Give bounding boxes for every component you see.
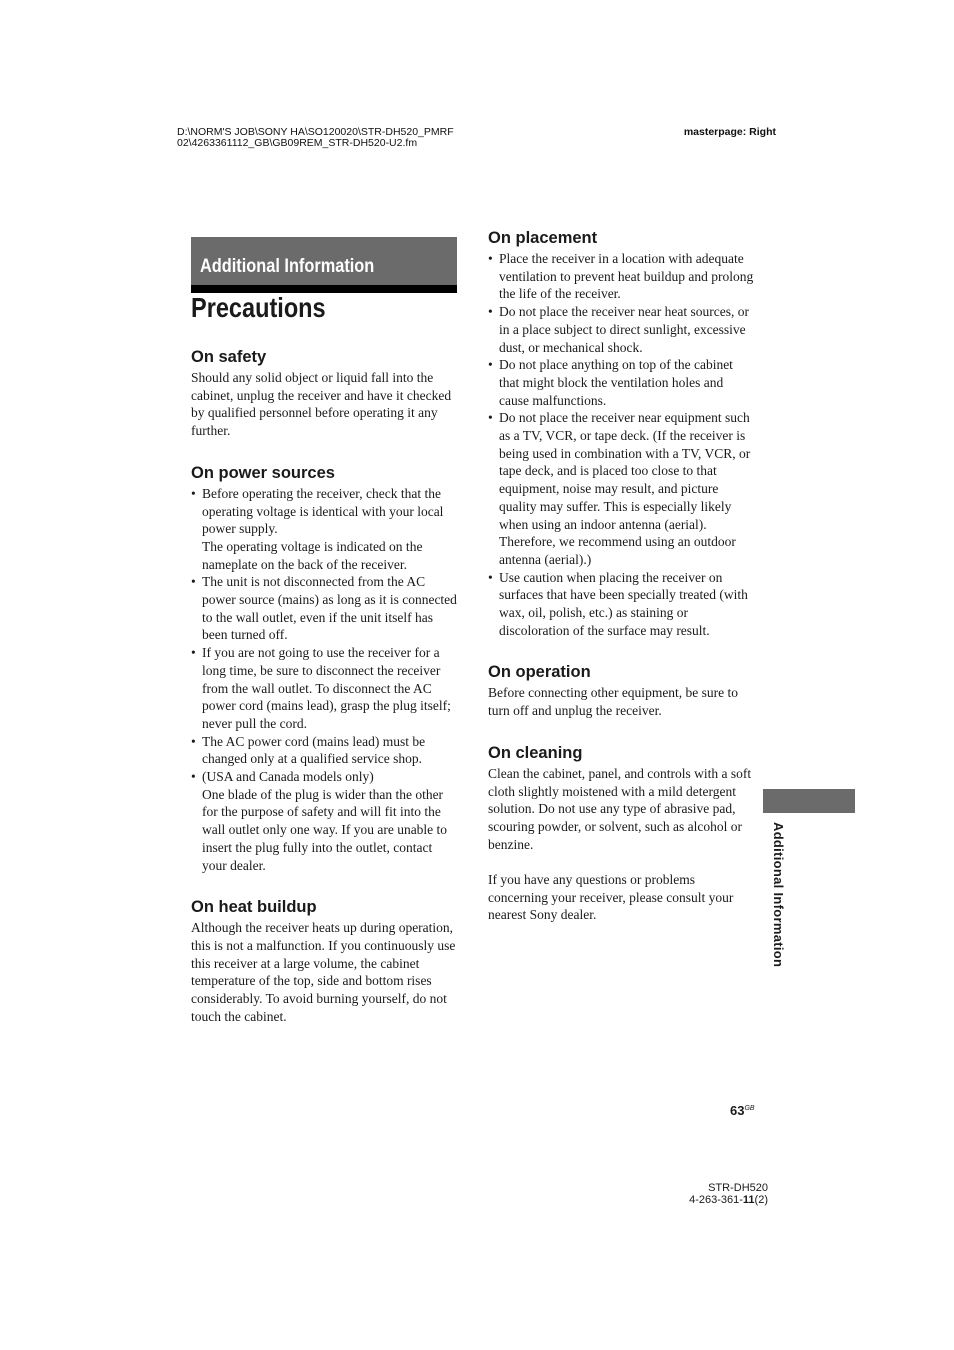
left-column bbox=[191, 346, 457, 1048]
footer-code-bold: 11 bbox=[742, 1194, 755, 1206]
section-heading: On cleaning bbox=[488, 743, 583, 762]
section-safety bbox=[191, 346, 457, 440]
page-title: Precautions bbox=[191, 292, 326, 323]
section-text: Clean the cabinet, panel, and controls with a soft cloth slightly moistened with a mild detergent solution. Do not use any type of abrasive pad, scouring powder, or solvent, such as alcohol or benzine. bbox=[488, 765, 752, 852]
list-item: • If you are not going to use the receiver for a long time, be sure to disconnect the receiver from the wall outlet. To disconnect the AC power cord (mains lead), grasp the plug itself; never pull the cord. bbox=[191, 644, 457, 733]
list-item-text: (USA and Canada models only) bbox=[202, 769, 374, 785]
footer-code-suffix: (2) bbox=[754, 1194, 768, 1206]
footer-model-info bbox=[689, 1182, 768, 1206]
section-text: Before connecting other equipment, be sure to turn off and unplug the receiver. bbox=[488, 685, 739, 719]
section-heat-buildup bbox=[191, 896, 457, 1025]
section-heading: On placement bbox=[488, 229, 598, 247]
section-text: Should any solid object or liquid fall into the cabinet, unplug the receiver and have it checked by qualified personnel before operating it any further. bbox=[191, 370, 452, 439]
bullet-list bbox=[488, 250, 754, 639]
bullet-list bbox=[191, 485, 457, 874]
list-item bbox=[191, 485, 457, 574]
section-heading: On power sources bbox=[191, 463, 335, 482]
list-item-text-continued: The operating voltage is indicated on the nameplate on the back of the receiver. bbox=[202, 538, 423, 572]
page-number bbox=[730, 1103, 755, 1118]
list-item: • The AC power cord (mains lead) must be changed only at a qualified service shop. bbox=[191, 733, 457, 768]
page-number-value: 63 bbox=[730, 1103, 745, 1118]
footer-model: STR-DH520 bbox=[708, 1182, 768, 1194]
list-item: • Use caution when placing the receiver on surfaces that have been specially treated (with wax, oil, polish, etc.) as staining or discoloration of the surface may result. bbox=[488, 569, 754, 640]
section-placement bbox=[488, 227, 754, 639]
section-banner-label: Additional Information bbox=[200, 256, 375, 277]
footer-code bbox=[689, 1194, 768, 1206]
section-cleaning bbox=[488, 742, 754, 924]
section-power-sources bbox=[191, 462, 457, 874]
list-item bbox=[191, 768, 457, 874]
section-banner bbox=[191, 237, 457, 293]
file-path-header bbox=[177, 127, 454, 149]
page-number-suffix: GB bbox=[744, 1105, 755, 1112]
section-text: Although the receiver heats up during operation, this is not a malfunction. If you continuously use this receiver at a large volume, the cabinet temperature of the top, side and bottom rises considerably. To avoid burning yourself, do not touch the cabinet. bbox=[191, 920, 456, 1024]
masterpage-label: masterpage: Right bbox=[683, 126, 776, 138]
file-path-line-1: D:\NORM'S JOB\SONY HA\SO120020\STR-DH520_PMRF bbox=[177, 126, 454, 138]
list-item: • Place the receiver in a location with adequate ventilation to prevent heat buildup and prolong the life of the receiver. bbox=[488, 250, 754, 303]
side-tab-label: Additional Information bbox=[771, 822, 786, 968]
section-operation bbox=[488, 661, 754, 719]
section-heading: On safety bbox=[191, 348, 267, 366]
file-path-line-2: 02\4263361112_GB\GB09REM_STR-DH520-U2.fm bbox=[177, 137, 418, 149]
section-heading: On operation bbox=[488, 663, 591, 682]
list-item: • Do not place the receiver near heat sources, or in a place subject to direct sunlight, excessive dust, or mechanical shock. bbox=[488, 303, 754, 356]
right-column bbox=[488, 227, 754, 946]
list-item: • The unit is not disconnected from the AC power source (mains) as long as it is connected to the wall outlet, even if the unit itself has been turned off. bbox=[191, 573, 457, 644]
dealer-note: If you have any questions or problems concerning your receiver, please consult your nearest Sony dealer. bbox=[488, 872, 734, 923]
list-item-text-continued: One blade of the plug is wider than the other for the purpose of safety and will fit into the wall outlet only one way. If you are unable to insert the plug fully into the outlet, contact your dealer. bbox=[202, 786, 448, 873]
list-item: • Do not place the receiver near equipment such as a TV, VCR, or tape deck. (If the receiver is being used in combination with a TV, VCR, or tape deck, and is placed too close to that equipment, noise may result, and picture quality may suffer. This is especially likely when using an indoor antenna (aerial). Therefore, we recommend using an outdoor antenna (aerial).) bbox=[488, 409, 754, 568]
footer-code-prefix: 4-263-361- bbox=[689, 1194, 743, 1206]
list-item: • Do not place anything on top of the cabinet that might block the ventilation holes and cause malfunctions. bbox=[488, 356, 754, 409]
side-tab-marker bbox=[763, 789, 855, 813]
list-item-text: Before operating the receiver, check that the operating voltage is identical with your local power supply. bbox=[202, 485, 444, 537]
section-heading: On heat buildup bbox=[191, 898, 317, 917]
